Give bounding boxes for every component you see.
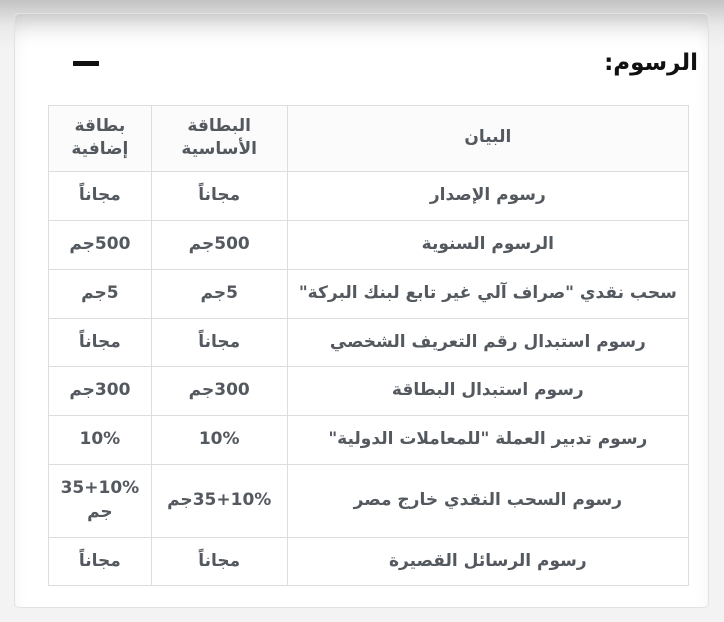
additional-card-value-cell: 5جم <box>49 269 152 318</box>
description-cell: رسوم استبدال رقم التعريف الشخصي <box>287 318 688 367</box>
primary-card-value-cell: 10%+35جم <box>151 464 287 537</box>
table-row <box>49 318 689 367</box>
table-row <box>49 464 689 537</box>
additional-card-value-cell: 10% <box>49 416 152 465</box>
primary-card-value-cell: 500جم <box>151 220 287 269</box>
additional-card-value-cell: 10%+35جم <box>49 464 152 537</box>
description-cell: الرسوم السنوية <box>287 220 688 269</box>
column-header: البطاقة الأساسية <box>151 105 287 172</box>
description-cell: سحب نقدي "صراف آلي غير تابع لبنك البركة" <box>287 269 688 318</box>
fees-panel <box>14 13 709 608</box>
description-cell: رسوم الرسائل القصيرة <box>287 537 688 586</box>
table-row <box>49 367 689 416</box>
accordion-header[interactable] <box>15 14 708 78</box>
primary-card-value-cell: مجاناً <box>151 537 287 586</box>
primary-card-value-cell: مجاناً <box>151 172 287 221</box>
additional-card-value-cell: مجاناً <box>49 172 152 221</box>
additional-card-value-cell: مجاناً <box>49 537 152 586</box>
primary-card-value-cell: 10% <box>151 416 287 465</box>
table-row <box>49 269 689 318</box>
column-header: البيان <box>287 105 688 172</box>
description-cell: رسوم الإصدار <box>287 172 688 221</box>
primary-card-value-cell: 300جم <box>151 367 287 416</box>
table-row <box>49 537 689 586</box>
description-cell: رسوم استبدال البطاقة <box>287 367 688 416</box>
description-cell: رسوم السحب النقدي خارج مصر <box>287 464 688 537</box>
primary-card-value-cell: مجاناً <box>151 318 287 367</box>
additional-card-value-cell: 500جم <box>49 220 152 269</box>
panel-title: الرسوم: <box>604 50 698 76</box>
primary-card-value-cell: 5جم <box>151 269 287 318</box>
table-header-row <box>49 105 689 172</box>
collapse-minus-icon[interactable] <box>73 61 99 66</box>
additional-card-value-cell: 300جم <box>49 367 152 416</box>
table-row <box>49 416 689 465</box>
fees-table <box>48 105 689 587</box>
description-cell: رسوم تدبير العملة "للمعاملات الدولية" <box>287 416 688 465</box>
table-row <box>49 220 689 269</box>
table-row <box>49 172 689 221</box>
column-header: بطاقة إضافية <box>49 105 152 172</box>
additional-card-value-cell: مجاناً <box>49 318 152 367</box>
fees-table-body <box>49 172 689 586</box>
